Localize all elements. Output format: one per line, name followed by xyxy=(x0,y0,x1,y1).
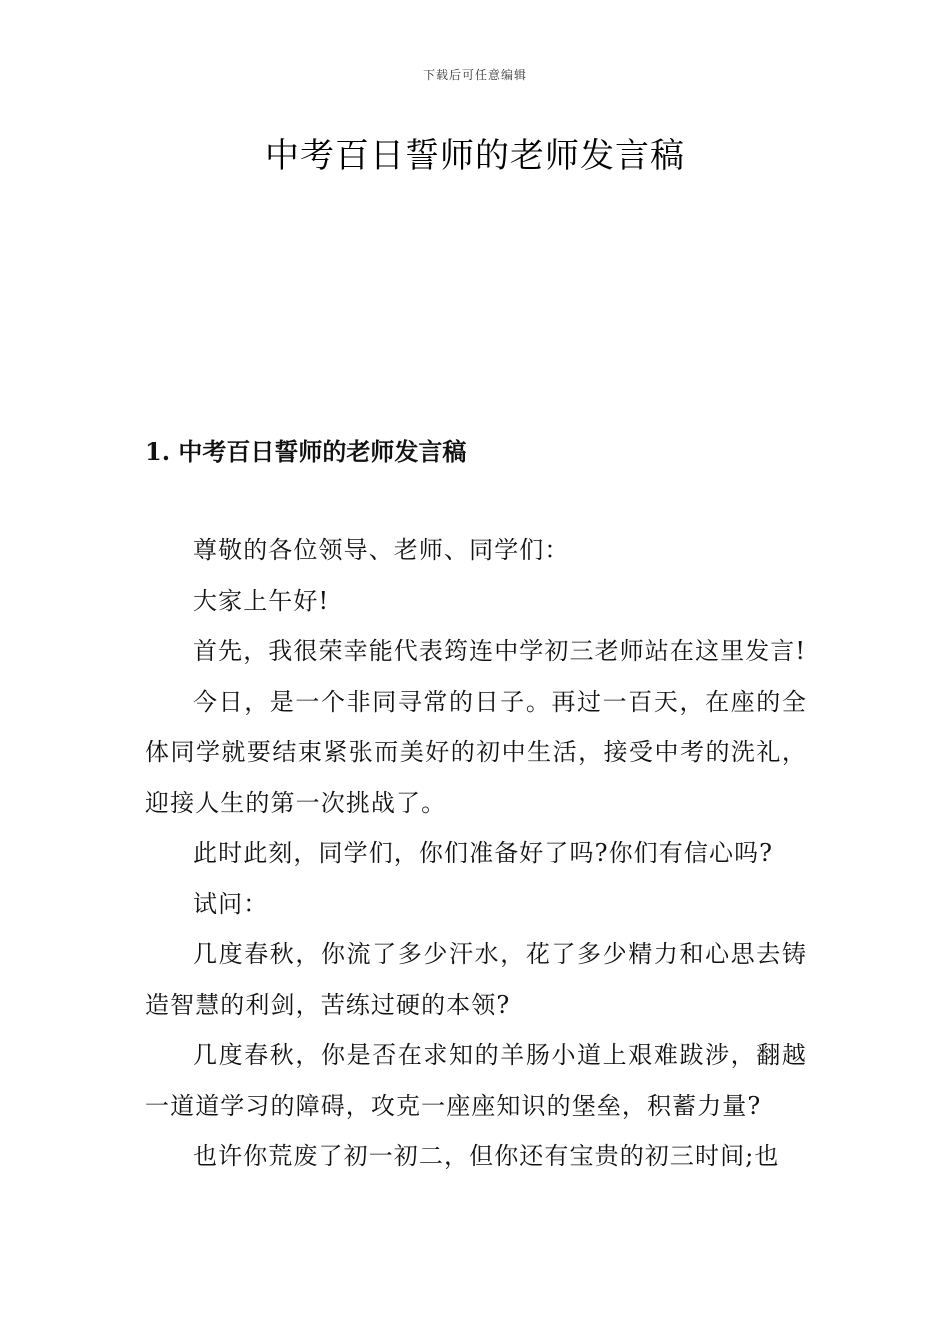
body-text xyxy=(145,525,807,1182)
paragraph-reflection-1: 几度春秋，你流了多少汗水，花了多少精力和心思去铸造智慧的利剑，苦练过硬的本领? xyxy=(145,940,807,1019)
paragraph-salutation: 尊敬的各位领导、老师、同学们： xyxy=(193,536,570,564)
paragraph-occasion: 今日，是一个非同寻常的日子。再过一百天，在座的全体同学就要结束紧张而美好的初中生活，接受中考的洗礼，迎接人生的第一次挑战了。 xyxy=(145,687,807,817)
header-note: 下载后可任意编辑 xyxy=(422,68,527,82)
paragraph-ask: 试问： xyxy=(193,889,269,918)
section-heading: 1. 中考百日誓师的老师发言稿 xyxy=(145,437,467,466)
document-title: 中考百日誓师的老师发言稿 xyxy=(265,136,685,176)
paragraph-introduction: 首先，我很荣幸能代表筠连中学初三老师站在这里发言! xyxy=(193,637,807,665)
paragraph-greeting: 大家上午好! xyxy=(193,586,330,615)
paragraph-encouragement: 也许你荒废了初一初二，但你还有宝贵的初三时间;也 xyxy=(193,1142,780,1170)
paragraph-question: 此时此刻，同学们，你们准备好了吗?你们有信心吗? xyxy=(193,839,774,867)
paragraph-reflection-2: 几度春秋，你是否在求知的羊肠小道上艰难跋涉，翻越一道道学习的障碍，攻克一座座知识的堡垒，积蓄力量? xyxy=(145,1041,807,1120)
